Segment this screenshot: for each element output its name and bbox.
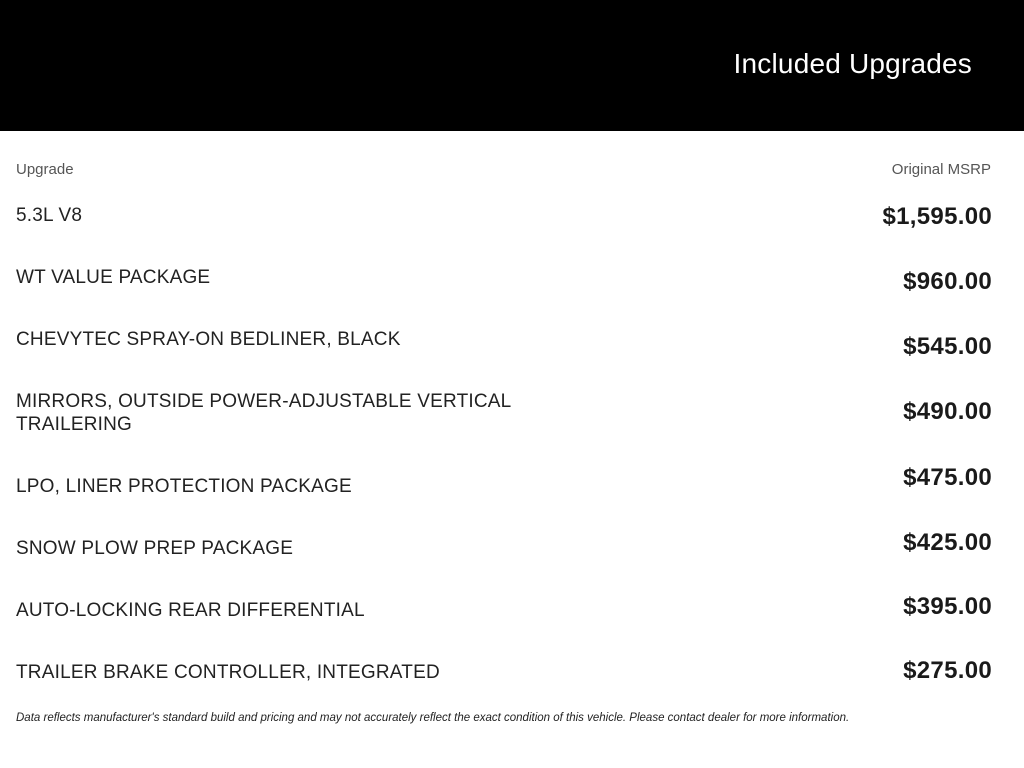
upgrade-price: $395.00 xyxy=(903,593,992,620)
column-header-msrp: Original MSRP xyxy=(891,161,991,178)
upgrade-name: LPO, LINER PROTECTION PACKAGE xyxy=(16,476,352,497)
upgrade-price: $545.00 xyxy=(903,333,992,360)
upgrade-name: MIRRORS, OUTSIDE POWER-ADJUSTABLE VERTICAL TRAILERING xyxy=(16,391,511,435)
upgrade-name: CHEVYTEC SPRAY-ON BEDLINER, BLACK xyxy=(16,329,401,350)
page-title: Included Upgrades xyxy=(733,48,972,79)
upgrade-name: 5.3L V8 xyxy=(16,205,83,226)
disclaimer-text: Data reflects manufacturer's standard build and pricing and may not accurately reflect the exact condition of this vehicle. Please contact dealer for more information. xyxy=(16,712,850,724)
upgrade-name: TRAILER BRAKE CONTROLLER, INTEGRATED xyxy=(16,662,440,683)
upgrade-name: AUTO-LOCKING REAR DIFFERENTIAL xyxy=(16,600,365,621)
header-bar xyxy=(0,0,1024,131)
upgrade-price: $960.00 xyxy=(903,268,992,295)
upgrade-price: $475.00 xyxy=(903,464,992,491)
upgrade-price: $490.00 xyxy=(903,398,992,425)
upgrade-name: SNOW PLOW PREP PACKAGE xyxy=(16,538,294,559)
column-header-upgrade: Upgrade xyxy=(16,161,74,178)
upgrade-price: $1,595.00 xyxy=(882,203,992,230)
upgrade-name: WT VALUE PACKAGE xyxy=(16,267,211,288)
upgrade-price: $275.00 xyxy=(903,657,992,684)
upgrade-price: $425.00 xyxy=(903,529,992,556)
